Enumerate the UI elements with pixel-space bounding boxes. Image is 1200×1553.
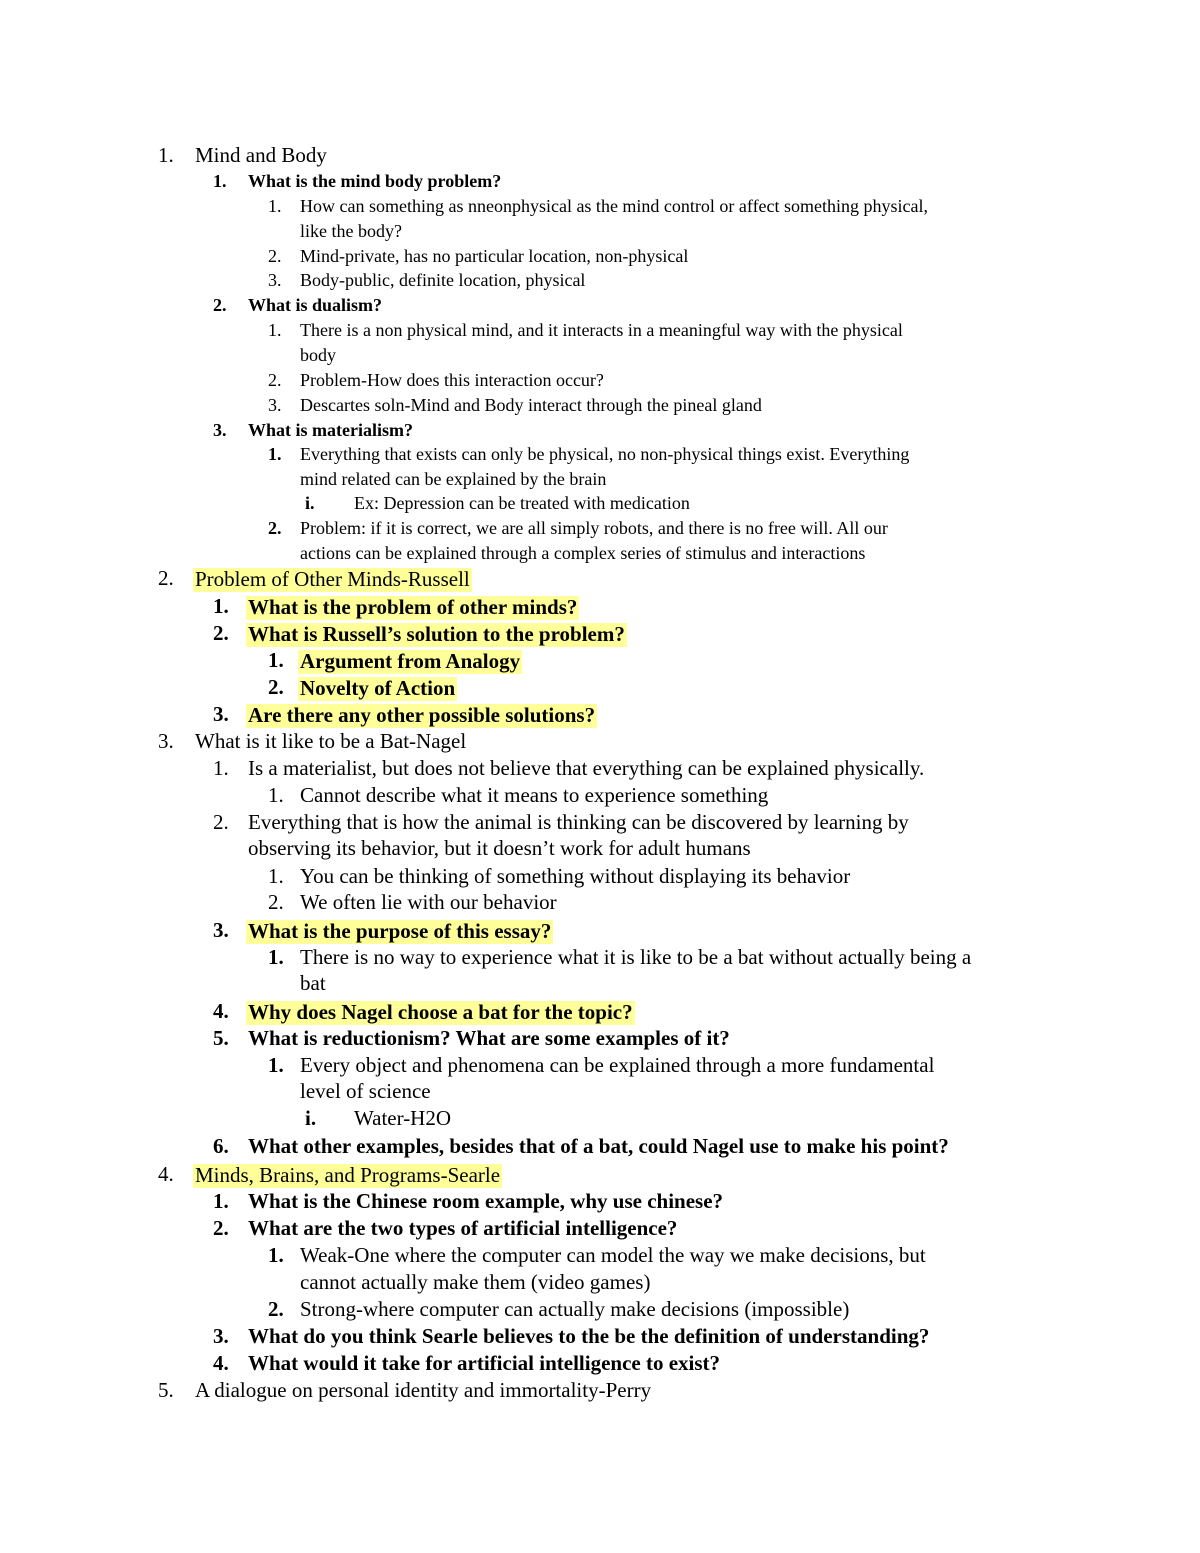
section-title: Problem of Other Minds-Russell	[195, 567, 470, 591]
section-title: What is it like to be a Bat-Nagel	[195, 729, 467, 753]
section-title: A dialogue on personal identity and immortality-Perry	[195, 1378, 652, 1402]
section-number: 5.	[158, 1378, 174, 1402]
section-title: Mind and Body	[195, 143, 327, 167]
section-number: 4.	[158, 1162, 174, 1186]
document-page: 1. Mind and Body 1. What is the mind body problem? 1. How can something as nneonphysical as the mind control or affect something physical, like the body? 2. Mind-private, has no particular location, non-physical 3. Body-public, definite location, physical 2. What is dualism? 1. There is a non physical mind, and it interacts in a meaningful way with the physical body 2. Problem-How does this interaction occur? 3. Descartes soln-Mind and Body interact through the pineal gland 3. What is materialism? 1. Everything that exists can only be physical, no non-physical things exist. Everything mind related can be explained by the brain i. Ex: Depression can be treated with medication 2. Problem: if it is correct, we are all simply robots, and there is no free will. All our actions can be explained through a complex series of stimulus and interactions 2. Problem of Other Minds-Russell 1. What is the problem of other minds? 2. What is Russell’s solution to the problem? 1. Argument from Analogy 2. Novelty of Action 3. Are there any other possible solutions? 3. What is it like to be a Bat-Nagel 1. Is a materialist, but does not believe that everything can be explained physically. 1. Cannot describe what it means to experience something 2. Everything that is how the animal is thinking can be discovered by learning by observing its behavior, but it doesn’t work for adult humans 1. You can be thinking of something without displaying its behavior 2. We often lie with our behavior 3. What is the purpose of this essay? 1. There is no way to experience what it is like to be a bat without actually being a bat 4. Why does Nagel choose a bat for the topic? 5. What is reductionism? What are some examples of it? 1. Every object and phenomena can be explained through a more fundamental level of science i. Water-H2O 6. What other examples, besides that of a bat, could Nagel use to make his point? 4. Minds, Brains, and Programs-Searle 1. What is the Chinese room example, why use chinese? 2. What are the two types of artificial intelligence? 1. Weak-One where the computer can model the way we make decisions, but cannot actually make them (video games) 2. Strong-where computer can actually make decisions (impossible) 3. What do you think Searle believes to the be the definition of understanding? 4. What would it take for artificial intelligence to exist? 5. A dialogue on personal identity and immortality-Perry	[158, 143, 972, 1402]
section-number: 1.	[158, 143, 174, 167]
section-number: 3.	[158, 729, 174, 753]
section-title: Minds, Brains, and Programs-Searle	[195, 1163, 501, 1187]
section-number: 2.	[158, 566, 174, 590]
